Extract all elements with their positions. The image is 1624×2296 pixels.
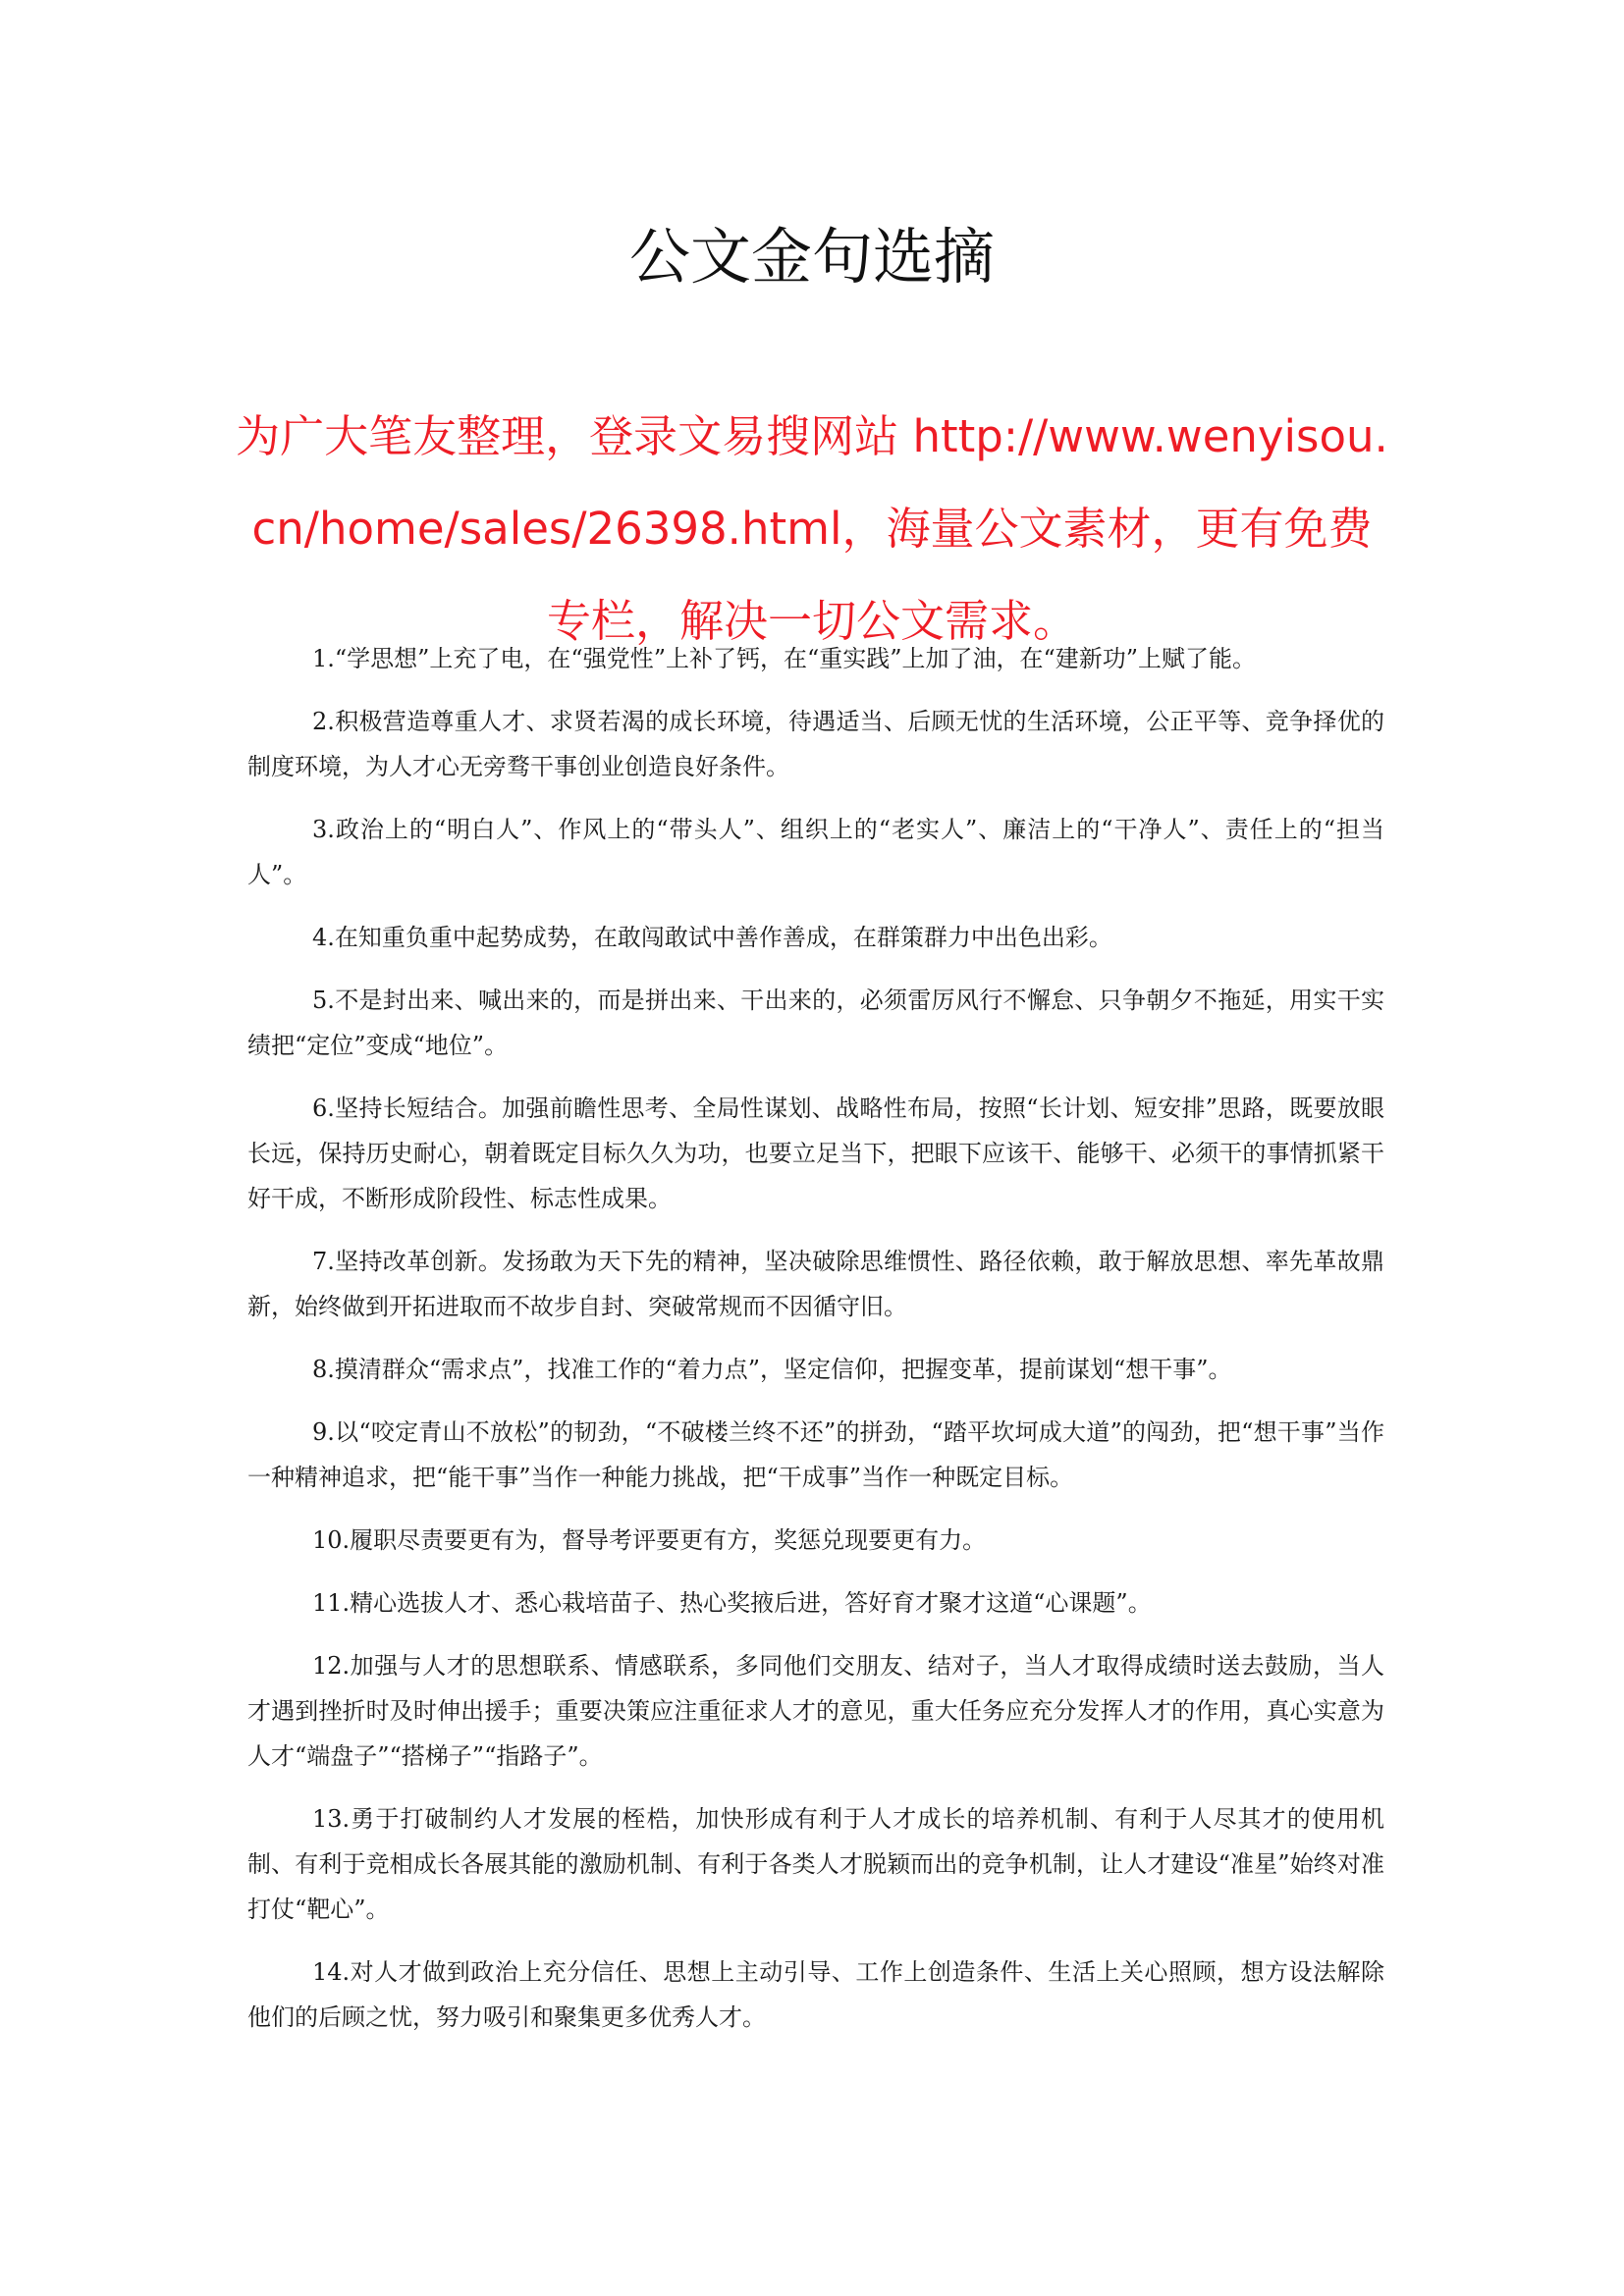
excerpt-item: 7.坚持改革创新。发扬敢为天下先的精神，坚决破除思维惯性、路径依赖，敢于解放思想、率先革故鼎新，始终做到开拓进取而不故步自封、突破常规而不因循守旧。 (247, 1248, 1384, 1320)
excerpt-item: 6.坚持长短结合。加强前瞻性思考、全局性谋划、战略性布局，按照“长计划、短安排”思路，既要放眼长远，保持历史耐心，朝着既定目标久久为功，也要立足当下，把眼下应该干、能够干、必须干的事情抓紧干好干成，不断形成阶段性、标志性成果。 (247, 1095, 1384, 1212)
excerpt-list (247, 636, 1384, 2057)
excerpt-item: 5.不是封出来、喊出来的，而是拼出来、干出来的，必须雷厉风行不懈怠、只争朝夕不拖延，用实干实绩把“定位”变成“地位”。 (247, 987, 1384, 1059)
excerpt-item: 1.“学思想”上充了电，在“强党性”上补了钙，在“重实践”上加了油，在“建新功”上赋了能。 (312, 645, 1257, 672)
excerpt-item: 3.政治上的“明白人”、作风上的“带头人”、组织上的“老实人”、廉洁上的“干净人”、责任上的“担当人”。 (247, 816, 1384, 888)
excerpt-item: 13.勇于打破制约人才发展的桎梏，加快形成有利于人才成长的培养机制、有利于人尽其才的使用机制、有利于竞相成长各展其能的激励机制、有利于各类人才脱颖而出的竞争机制，让人才建设“准星”始终对准打仗“靶心”。 (247, 1805, 1384, 1923)
document-title: 公文金句选摘 (628, 221, 995, 293)
excerpt-item: 4.在知重负重中起势成势，在敢闯敢试中善作善成，在群策群力中出色出彩。 (312, 924, 1112, 951)
excerpt-item: 11.精心选拔人才、悉心栽培苗子、热心奖掖后进，答好育才聚才这道“心课题”。 (312, 1589, 1152, 1617)
excerpt-item: 10.履职尽责要更有为，督导考评要更有方，奖惩兑现要更有力。 (312, 1526, 987, 1554)
excerpt-item: 14.对人才做到政治上充分信任、思想上主动引导、工作上创造条件、生活上关心照顾，想方设法解除他们的后顾之忧，努力吸引和聚集更多优秀人才。 (247, 1958, 1384, 2031)
excerpt-item: 8.摸清群众“需求点”，找准工作的“着力点”，坚定信仰，把握变革，提前谋划“想干事”。 (312, 1356, 1232, 1383)
excerpt-item: 9.以“咬定青山不放松”的韧劲，“不破楼兰终不还”的拼劲，“踏平坎坷成大道”的闯劲，把“想干事”当作一种精神追求，把“能干事”当作一种能力挑战，把“干成事”当作一种既定目标。 (247, 1418, 1384, 1491)
excerpt-item: 2.积极营造尊重人才、求贤若渴的成长环境，待遇适当、后顾无忧的生活环境，公正平等、竞争择优的制度环境，为人才心无旁骛干事创业创造良好条件。 (247, 708, 1384, 780)
promo-text: 为广大笔友整理，登录文易搜网站 http://www.wenyisou.cn/home/sales/26398.html，海量公文素材，更有免费专栏，解决一切公文需求。 (236, 410, 1388, 647)
excerpt-item: 12.加强与人才的思想联系、情感联系，多同他们交朋友、结对子，当人才取得成绩时送去鼓励，当人才遇到挫折时及时伸出援手；重要决策应注重征求人才的意见，重大任务应充分发挥人才的作用，真心实意为人才“端盘子”“搭梯子”“指路子”。 (247, 1652, 1384, 1770)
